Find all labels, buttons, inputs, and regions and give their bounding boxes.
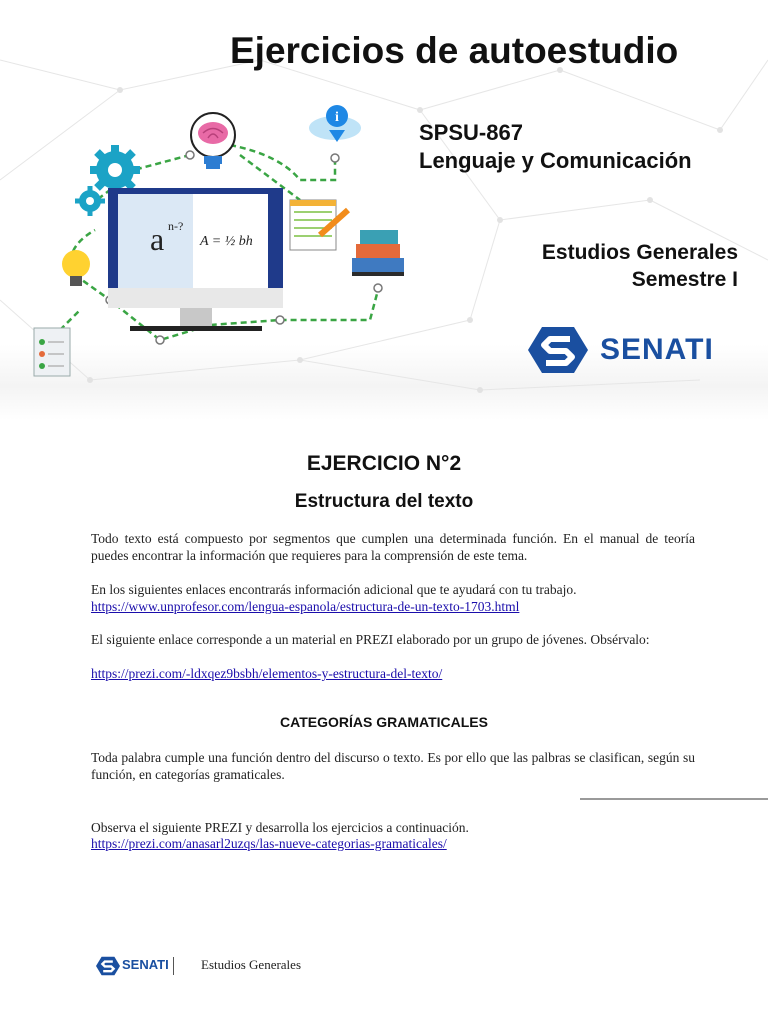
footer-separator (173, 957, 174, 975)
books-icon (352, 230, 404, 276)
monitor-icon (108, 188, 283, 331)
brain-bulb-icon (191, 113, 235, 169)
paragraph-observa: Observa el siguiente PREZI y desarrolla los ejercicios a continuación. (91, 820, 469, 835)
footer-logo (96, 955, 176, 977)
exercise-subtitle: Estructura del texto (294, 491, 474, 512)
cloud-info-icon (309, 105, 361, 142)
senati-logo-text: SENATI (600, 333, 714, 366)
section-title: CATEGORÍAS GRAMATICALES (280, 714, 488, 730)
footer-logo-text: SENATI (122, 957, 169, 972)
header-banner (0, 0, 768, 420)
svg-text:n-?: n-? (168, 219, 184, 233)
senati-logo (528, 325, 728, 377)
semester-label: Semestre I (631, 268, 738, 291)
education-illustration (0, 100, 420, 390)
notepad-icon (290, 200, 348, 250)
link-prezi-estructura[interactable]: https://prezi.com/-ldxqez9bsbh/elementos-y-estructura-del-texto/ (91, 666, 443, 681)
light-bulb-icon (62, 250, 90, 286)
senati-logo-icon (528, 325, 588, 375)
main-title: Ejercicios de autoestudio (230, 30, 679, 71)
svg-text:A = ½ bh: A = ½ bh (200, 234, 253, 249)
department-label: Estudios Generales (541, 241, 738, 264)
paragraph-prezi: El siguiente enlace corresponde a un material en PREZI elaborado por un grupo de jóvenes. Obsérvalo: (91, 632, 650, 647)
course-name: Lenguaje y Comunicación (419, 148, 692, 173)
svg-text:a: a (150, 221, 165, 257)
divider-line (580, 798, 768, 800)
checklist-icon (34, 328, 70, 376)
exercise-title: EJERCICIO N°2 (306, 452, 462, 475)
paragraph-links: En los siguientes enlaces encontrarás información adicional que te ayudará con tu trabajo. (91, 582, 577, 597)
footer-logo-icon (96, 955, 120, 977)
course-code: SPSU-867 (419, 120, 523, 145)
link-prezi-categorias[interactable]: https://prezi.com/anasarl2uzqs/las-nueve-categorias-gramaticales/ (91, 836, 447, 851)
footer-text: Estudios Generales (201, 957, 302, 972)
paragraph-intro: Todo texto está compuesto por segmentos que cumplen una determinada función. En el manual de teoría puedes encontrar la información que requieres para la comprensión de este tema. (91, 531, 695, 563)
svg-text:i: i (335, 110, 339, 125)
paragraph-categorias: Toda palabra cumple una función dentro del discurso o texto. Es por ello que las palbras se clasifican, según su función, en categorías gramaticales. (91, 750, 695, 782)
link-unprofesor[interactable]: https://www.unprofesor.com/lengua-espanola/estructura-de-un-texto-1703.html (91, 599, 520, 614)
